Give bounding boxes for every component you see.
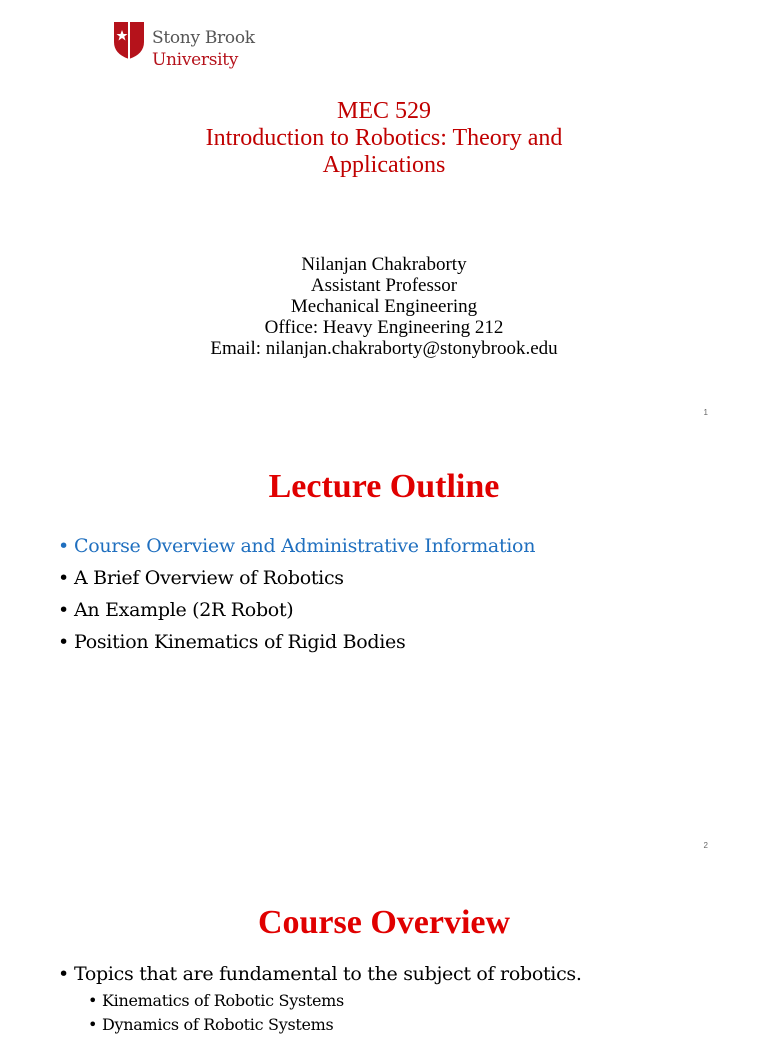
bullet-icon: •: [58, 535, 69, 557]
outline-list: [58, 530, 535, 658]
slide-heading: Course Overview: [257, 904, 511, 941]
outline-item-text: An Example (2R Robot): [74, 599, 294, 621]
overview-sub-item-text: Kinematics of Robotic Systems: [102, 991, 344, 1010]
overview-sub-item-text: Dynamics of Robotic Systems: [102, 1015, 334, 1034]
page-number: 1: [703, 408, 708, 417]
overview-list: [58, 960, 582, 988]
outline-item: [58, 626, 535, 658]
course-title-line: Introduction to Robotics: Theory and: [205, 125, 563, 151]
bullet-icon: •: [58, 567, 69, 589]
overview-sub-item: [88, 989, 344, 1013]
outline-item: [58, 562, 535, 594]
slide-lecture-outline: [0, 436, 768, 870]
author-office: Office: Heavy Engineering 212: [264, 317, 504, 338]
bullet-icon: •: [88, 991, 98, 1010]
author-email: Email: nilanjan.chakraborty@stonybrook.edu: [210, 338, 558, 359]
author-department: Mechanical Engineering: [290, 296, 478, 317]
outline-item: [58, 594, 535, 626]
outline-item: [58, 530, 535, 562]
author-name: Nilanjan Chakraborty: [301, 254, 467, 275]
slide-course-overview: [0, 870, 768, 1034]
stony-brook-logo: [112, 20, 272, 72]
author-info: [0, 254, 768, 359]
slide-title: [0, 0, 768, 436]
overview-sub-list: [88, 989, 344, 1037]
course-title: [0, 98, 768, 179]
logo-text-stony-brook: Stony Brook: [152, 28, 255, 48]
outline-item-text: Position Kinematics of Rigid Bodies: [74, 631, 406, 653]
course-title-line: Applications: [322, 152, 446, 178]
logo-text-university: University: [152, 50, 239, 70]
course-title-line: MEC 529: [336, 98, 431, 124]
bullet-icon: •: [58, 599, 69, 621]
overview-sub-item: [88, 1013, 344, 1037]
stony-brook-shield-icon: [112, 20, 146, 60]
page-number: 2: [703, 841, 708, 850]
outline-item-text: A Brief Overview of Robotics: [74, 567, 344, 589]
overview-item: [58, 960, 582, 988]
bullet-icon: •: [58, 631, 69, 653]
bullet-icon: •: [88, 1015, 98, 1034]
overview-item-text: Topics that are fundamental to the subject of robotics.: [74, 963, 582, 985]
outline-item-text: Course Overview and Administrative Information: [74, 535, 536, 557]
slide-heading: Lecture Outline: [268, 468, 500, 505]
author-position: Assistant Professor: [310, 275, 458, 296]
bullet-icon: •: [58, 963, 69, 985]
